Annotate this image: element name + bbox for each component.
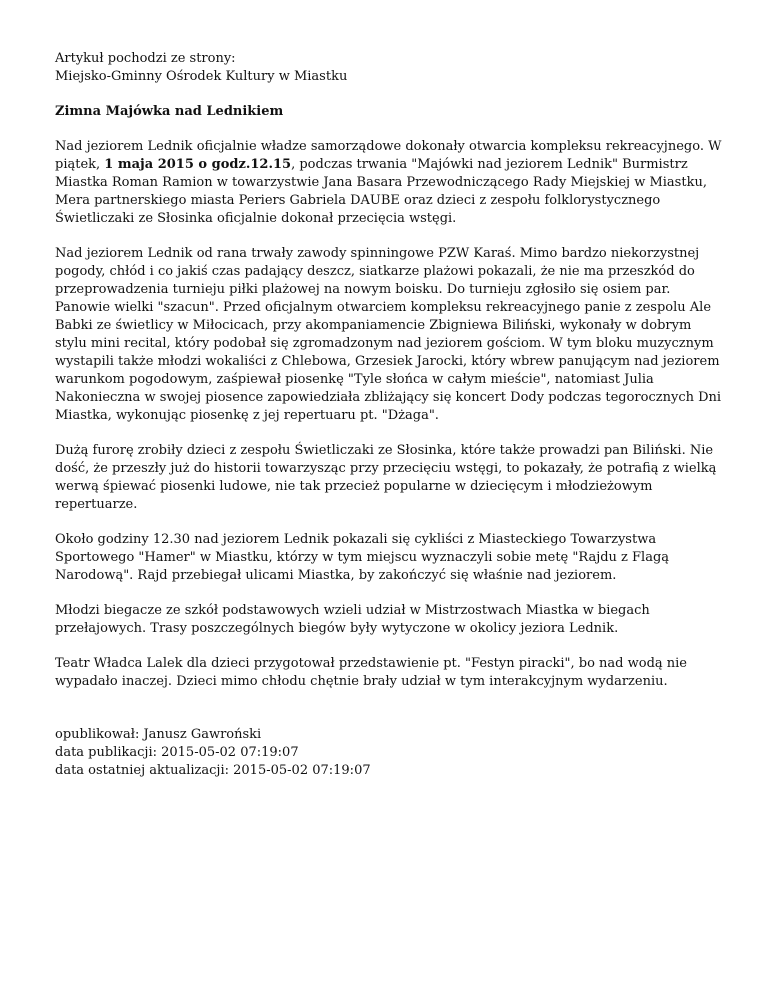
author-line: opublikował: Janusz Gawroński: [55, 727, 262, 742]
paragraph-opening-text-b: , podczas trwania "Majówki nad jeziorem Lednik" Burmistrz Miastka Roman Ramion w towarzystwie Jana Basara Przewodniczącego Rady Miejskiej w Miastku, Mera partnerskiego miasta Periers Gabriela DAUBE oraz dzieci z zespołu folklorystycznego Świetliczaki ze Słosinka oficjalnie dokonał przecięcia wstęgi.: [55, 157, 707, 226]
article-title: Zimna Majówka nad Lednikiem: [55, 104, 284, 119]
source-label: Artykuł pochodzi ze strony:: [55, 51, 236, 66]
paragraph-4: Około godziny 12.30 nad jeziorem Lednik pokazali się cykliści z Miasteckiego Towarzystwa Sportowego "Hamer" w Miastku, którzy w tym miejscu wyznaczyli sobie metę "Rajdu z Flagą Narodową". Rajd przebiegał ulicami Miastka, by zakończyć się właśnie nad jeziorem.: [55, 532, 670, 583]
paragraph-2: Nad jeziorem Lednik od rana trwały zawody spinningowe PZW Karaś. Mimo bardzo niekorzystnej pogody, chłód i co jakiś czas padający deszcz, siatkarze plażowi pokazali, że nie ma przeszkód do przeprowadzenia turnieju piłki plażowej na nowym boisku. Do turnieju zgłosiło się osiem par. Panowie wielki "szacun". Przed oficjalnym otwarciem kompleksu rekreacyjnego panie z zespolu Ale Babki ze świetlicy w Miłocicach, przy akompaniamencie Zbigniewa Biliński, wykonały w dobrym stylu mini recital, który podobał się zgromadzonym nad jeziorem gościom. W tym bloku muzycznym wystapili także młodzi wokaliści z Chlebowa, Grzesiek Jarocki, który wbrew panującym nad jeziorem warunkom pogodowym, zaśpiewał piosenkę "Tyle słońca w całym mieście", natomiast Julia Nakonieczna w swojej piosence zapowiedziała zbliżający się koncert Dody podczas tegorocznych Dni Miastka, wykonując piosenkę z jej repertuaru pt. "Dżaga".: [55, 246, 722, 423]
paragraph-3: Dużą furorę zrobiły dzieci z zespołu Świetliczaki ze Słosinka, które także prowadzi pan Biliński. Nie dość, że przeszły już do historii towarzysząc przy przecięciu wstęgi, to pokazały, że potrafią z wielką werwą śpiewać piosenki ludowe, nie tak przecież popularne w dziecięcym i młodzieżowym repertuarze.: [55, 443, 717, 512]
paragraph-opening: [55, 138, 725, 228]
paragraph-opening-text-a: Nad jeziorem Lednik oficjalnie władze samorządowe dokonały otwarcia kompleksu rekreacyjnego. W piątek,: [55, 139, 722, 172]
updated-date: data ostatniej aktualizacji: 2015-05-02 07:19:07: [55, 763, 371, 778]
paragraph-6: Teatr Władca Lalek dla dzieci przygotował przedstawienie pt. "Festyn piracki", bo nad wodą nie wypadało inaczej. Dzieci mimo chłodu chętnie brały udział w tym interakcyjnym wydarzeniu.: [55, 656, 688, 689]
source-name: Miejsko-Gminny Ośrodek Kultury w Miastku: [55, 69, 348, 84]
publication-info: [55, 726, 725, 780]
article-page: [55, 50, 725, 780]
paragraph-5: Młodzi biegacze ze szkół podstawowych wzieli udział w Mistrzostwach Miastka w biegach przełajowych. Trasy poszczególnych biegów były wytyczone w okolicy jeziora Lednik.: [55, 603, 650, 636]
event-date: 1 maja 2015 o godz.12.15: [104, 157, 292, 172]
published-date: data publikacji: 2015-05-02 07:19:07: [55, 745, 299, 760]
